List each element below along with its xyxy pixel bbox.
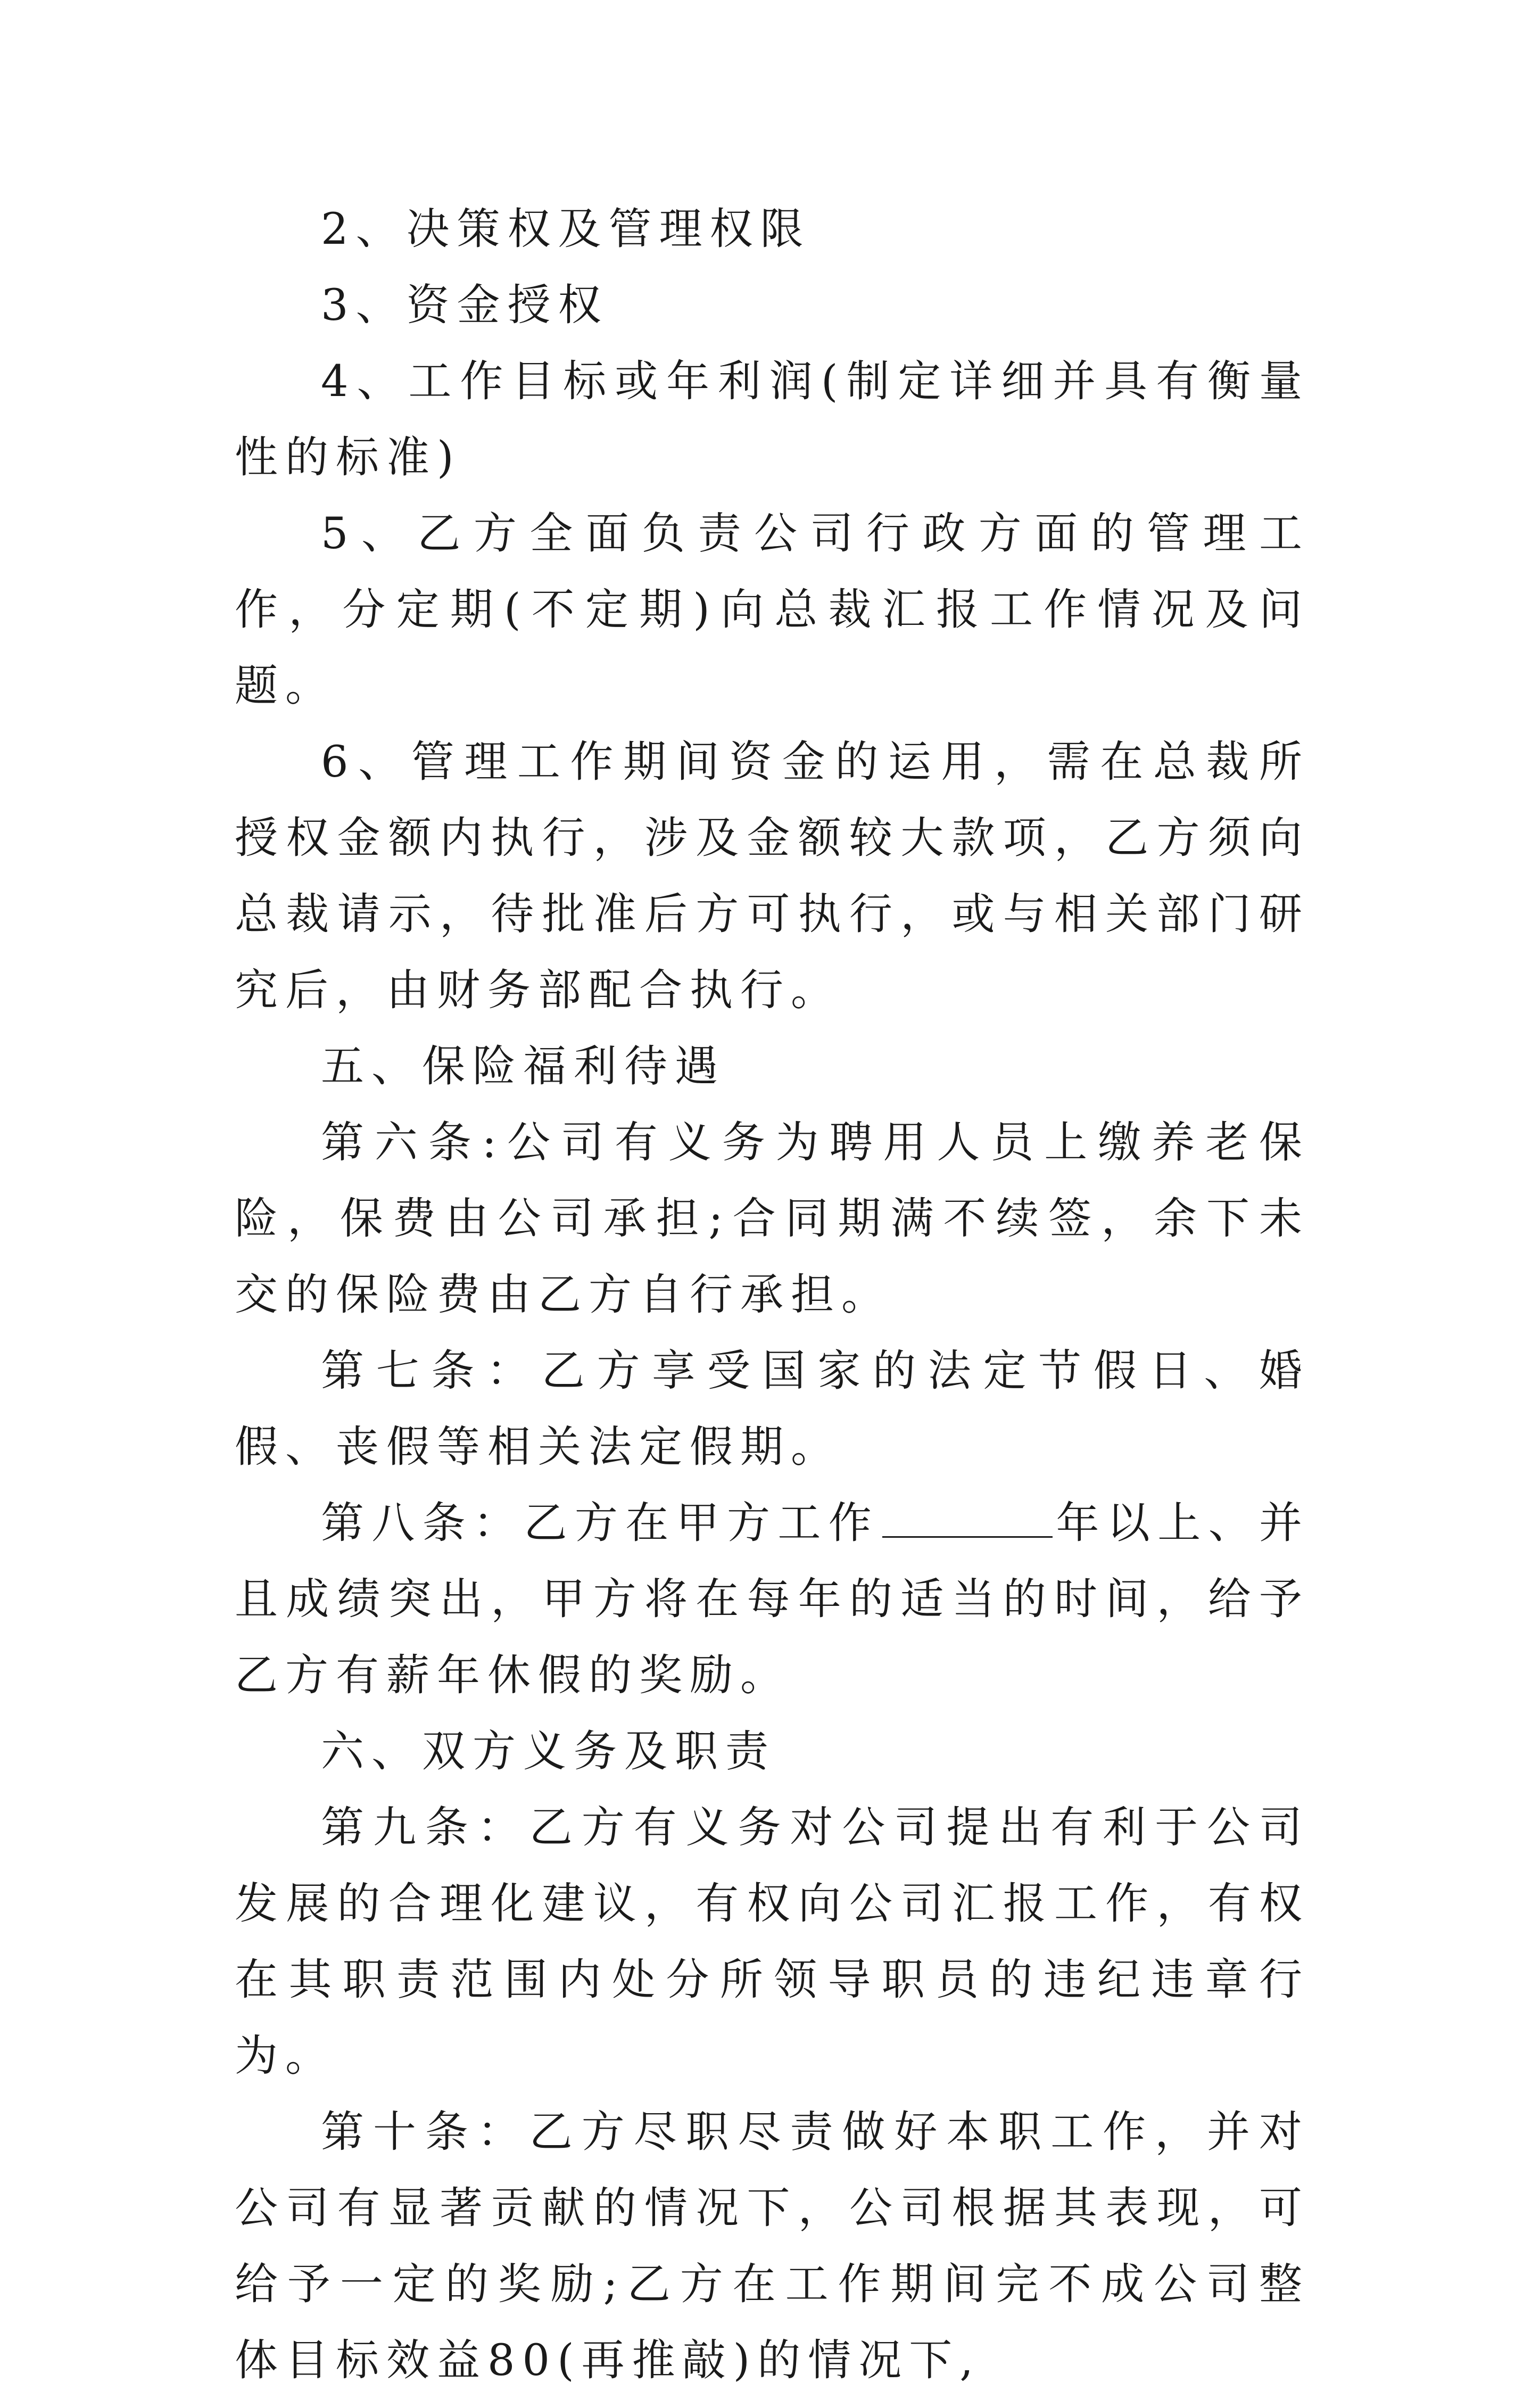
item-6: 6、管理工作期间资金的运用，需在总裁所授权金额内执行，涉及金额较大款项，乙方须向总裁请示，待批准后方可执行，或与相关部门研究后，由财务部配合执行。 bbox=[235, 737, 1310, 1016]
article-8-rest: 年以上、并且成绩突出，甲方将在每年的适当的时间，给予乙方有薪年休假的奖励。 bbox=[235, 1498, 1310, 1701]
article-6: 第六条:公司有义务为聘用人员上缴养老保险，保费由公司承担;合同期满不续签，余下未交的保险费由乙方自行承担。 bbox=[235, 1118, 1310, 1320]
article-8 bbox=[235, 1486, 1310, 1714]
item-2: 2、决策权及管理权限 bbox=[321, 204, 811, 254]
section-5-title: 五、保险福利待遇 bbox=[321, 1042, 726, 1092]
item-4: 4、工作目标或年利润(制定详细并具有衡量性的标准) bbox=[235, 357, 1310, 483]
section-6-title: 六、双方义务及职责 bbox=[321, 1727, 776, 1777]
article-10: 第十条：乙方尽职尽责做好本职工作，并对公司有显著贡献的情况下，公司根据其表现，可给予一定的奖励;乙方在工作期间完不成公司整体目标效益80(再推敲)的情况下, bbox=[235, 2107, 1310, 2386]
article-9: 第九条：乙方有义务对公司提出有利于公司发展的合理化建议，有权向公司汇报工作，有权在其职责范围内处分所领导职员的违纪违章行为。 bbox=[235, 1803, 1310, 2081]
article-7: 第七条：乙方享受国家的法定节假日、婚假、丧假等相关法定假期。 bbox=[235, 1346, 1310, 1472]
article-8-lead: 第八条：乙方在甲方工作 bbox=[321, 1498, 880, 1548]
blank-underline bbox=[882, 1499, 1053, 1538]
item-3: 3、资金授权 bbox=[321, 281, 609, 331]
document-body bbox=[235, 192, 1310, 2399]
item-5: 5、乙方全面负责公司行政方面的管理工作，分定期(不定期)向总裁汇报工作情况及问题。 bbox=[235, 509, 1310, 711]
